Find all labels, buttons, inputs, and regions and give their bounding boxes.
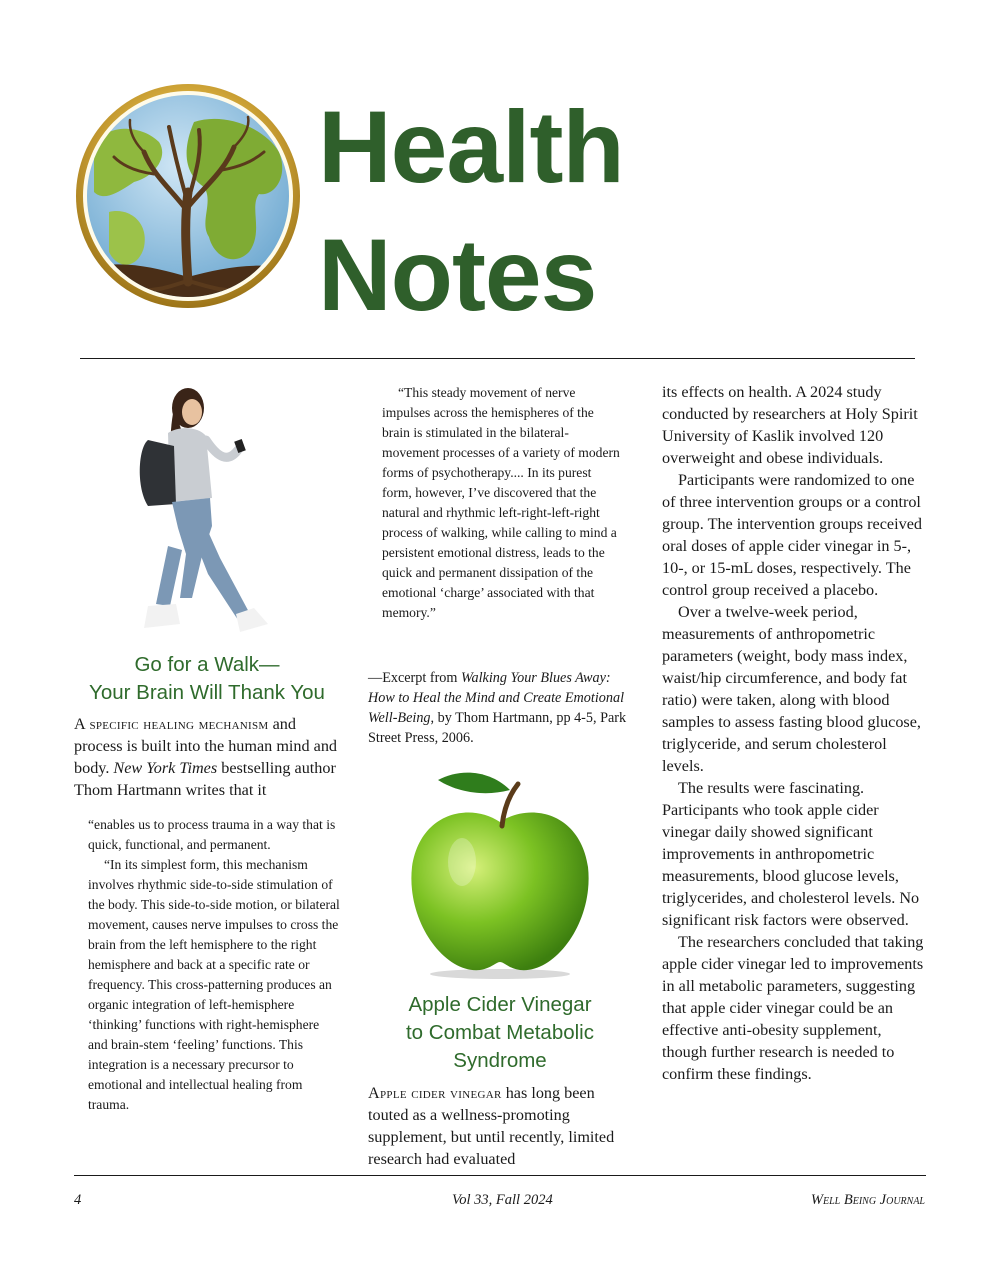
acv-title-line1: Apple Cider Vinegar (408, 993, 592, 1016)
green-apple-photo (400, 762, 600, 980)
acv-title-line2: to Combat Metabolic (405, 1021, 594, 1044)
walk-title-line1: Go for a Walk— (134, 653, 280, 676)
masthead-health: Health (318, 90, 624, 204)
issue-volume: Vol 33, Fall 2024 (452, 1192, 553, 1208)
header-rule (80, 358, 915, 359)
acv-lead-in: Apple cider vinegar (368, 1084, 502, 1102)
acv-paragraph-2: Participants were randomized to one of three intervention groups or a control group. The intervention groups received oral doses of apple cider vinegar in 5-, 10-, or 15-mL doses, respectively. The control group received a placebo. (662, 471, 922, 599)
walk-intro-paragraph: A specific healing mechanism and process is built into the human mind and body. New York Times bestselling author Thom Hartmann writes that it (74, 715, 338, 799)
walk-lead-in: A specific healing mechanism (74, 715, 269, 733)
acv-article-title (372, 991, 628, 1075)
footer-rule (74, 1175, 926, 1176)
masthead-notes: Notes (318, 218, 597, 332)
book-title: Walking Your Blues Away: How to Heal the Mind and Create Emotional Well-Being (368, 670, 625, 726)
walk-block-quote (88, 815, 340, 1115)
page-number: 4 (74, 1192, 82, 1208)
acv-paragraph-5: The researchers concluded that taking apple cider vinegar led to improvements in all metabolic parameters, suggesting that apple cider vinegar could be an effective anti-obesity supplement, though further research is needed to confirm these findings. (662, 933, 924, 1083)
walk-quote-p1: “enables us to process trauma in a way that is quick, functional, and permanent. (88, 817, 336, 852)
acv-paragraph-1: its effects on health. A 2024 study conducted by researchers at Holy Spirit University of Kaslik involved 120 overweight and obese individuals. (662, 383, 918, 467)
acv-title-line3: Syndrome (453, 1049, 547, 1072)
mid-block-quote (382, 383, 620, 623)
walk-article-title (62, 651, 352, 707)
acv-intro-paragraph: Apple cider vinegar has long been touted as a wellness-promoting supplement, but until recently, limited research had evaluated (368, 1084, 615, 1168)
globe-tree-logo (74, 82, 302, 310)
acv-paragraph-4: The results were fascinating. Participants who took apple cider vinegar daily showed significant improvements in anthropometric measurements, blood glucose levels, triglycerides, and cholesterol levels. No significant risk factors were observed. (662, 779, 920, 929)
mid-quote-text: “This steady movement of nerve impulses across the hemispheres of the brain is stimulated in the bilateral-movement processes of a variety of modern forms of psychotherapy.... In its purest form, however, I’ve discovered that the natural and rhythmic left-right-left-right process of walking, while calling to mind a persistent emotional distress, leads to the quick and permanent dissipation of the emotional ‘charge’ associated with that memory.” (382, 385, 620, 620)
walking-woman-photo (108, 378, 308, 640)
book-citation: —Excerpt from Walking Your Blues Away: How to Heal the Mind and Create Emotional Well-Being, by Thom Hartmann, pp 4-5, Park Street Press, 2006. (368, 670, 627, 746)
walk-title-line2: Your Brain Will Thank You (89, 681, 325, 704)
acv-paragraph-3: Over a twelve-week period, measurements of anthropometric parameters (weight, body mass index, waist/hip circumference, and body fat ratio) were taken, along with blood samples to assess fasting blood glucose, triglyceride, and serum cholesterol levels. (662, 603, 921, 775)
journal-name: Well Being Journal (810, 1192, 925, 1208)
walk-quote-p2: “In its simplest form, this mechanism involves rhythmic side-to-side stimulation of the body. This side-to-side motion, or bilateral movement, causes nerve impulses to cross the brain from the left hemisphere to the right hemisphere and back at a specific rate or frequency. This cross-patterning produces an organic integration of left-hemisphere ‘thinking’ functions with right-hemisphere and brain-stem ‘feeling’ functions. This integration is a necessary precursor to emotional and intellectual healing from trauma. (88, 857, 340, 1112)
acv-body-column (662, 381, 924, 1085)
nyt-italic: New York Times (113, 759, 218, 777)
